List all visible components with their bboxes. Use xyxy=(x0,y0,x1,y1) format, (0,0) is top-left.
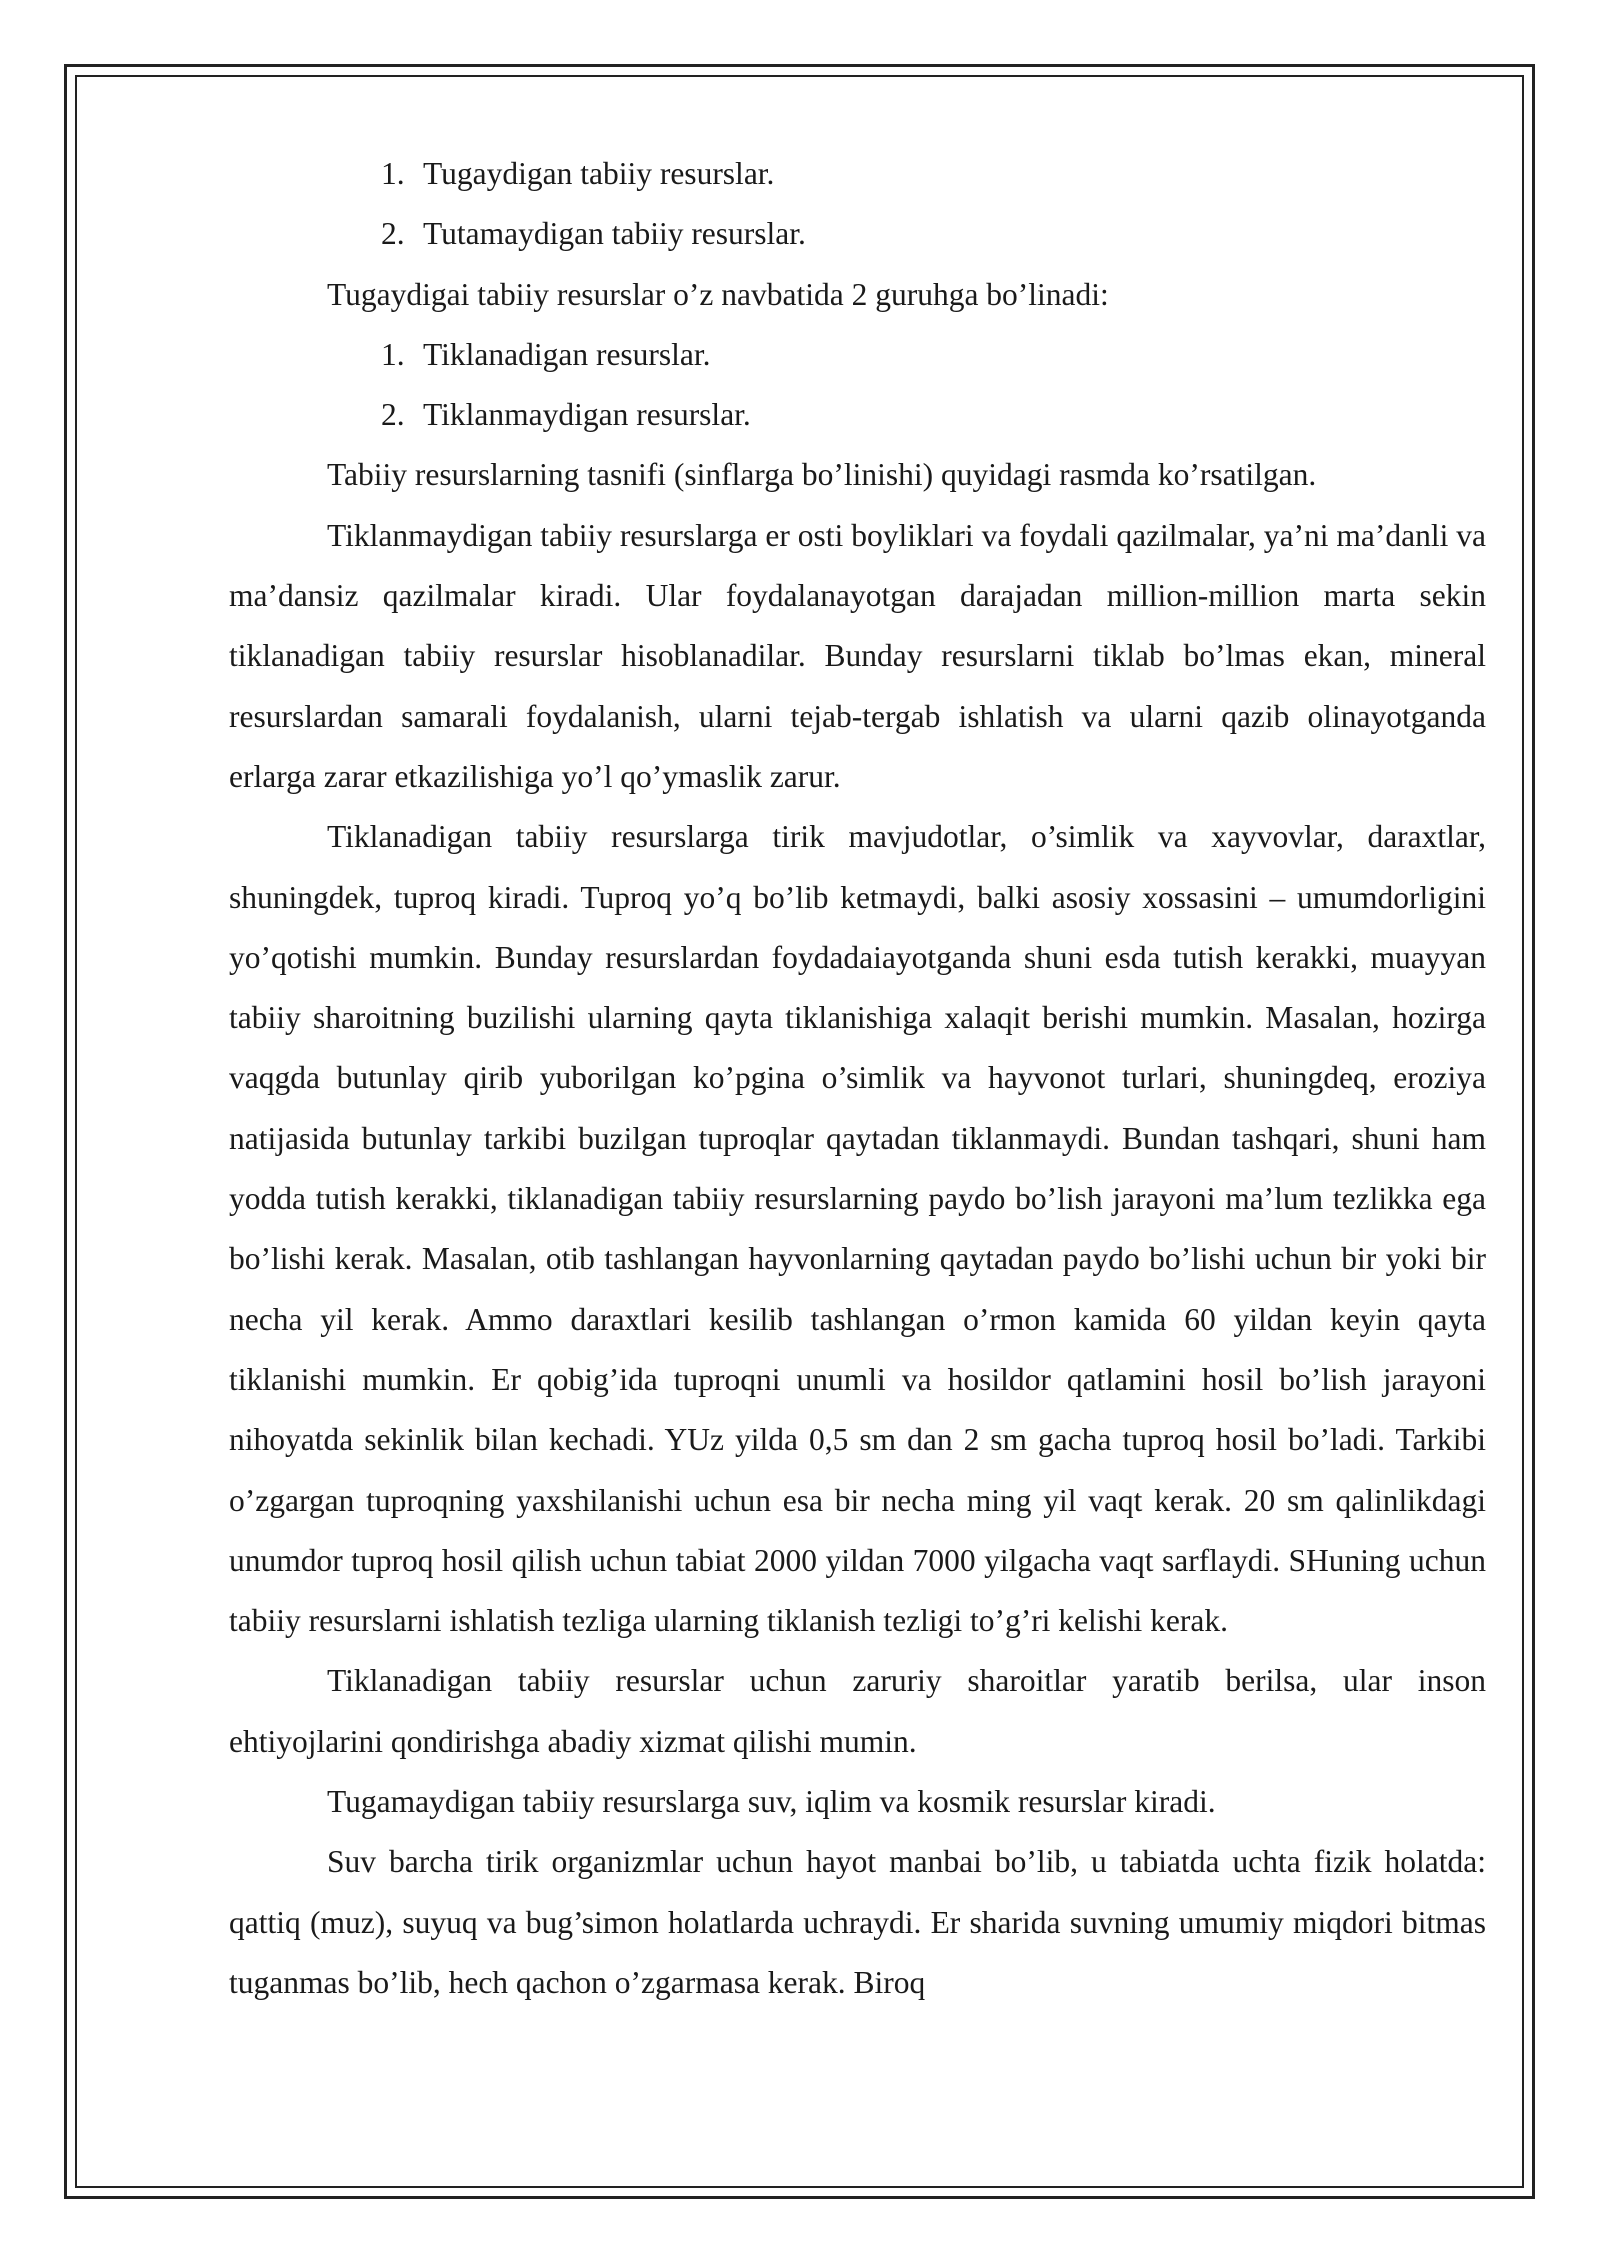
paragraph: Suv barcha tirik organizmlar uchun hayot manbai bo’lib, u tabiatda uchta fizik holatda: qattiq (muz), suyuq va bug’simon holatlarda uchraydi. Er sharida suvning umumiy miqdori bitmas tuganmas bo’lib, hech qachon o’zgarmasa kerak. Biroq xyxy=(229,1844,1486,2000)
list-item xyxy=(229,385,1486,445)
paragraph: Tiklanmaydigan tabiiy resurslarga er osti boyliklari va foydali qazilmalar, ya’ni ma’danli va ma’dansiz qazilmalar kiradi. Ular foydalanayotgan darajadan million-million marta sekin tiklanadigan tabiiy resurslar hisoblanadilar. Bunday resurslarni tiklab bo’lmas ekan, mineral resurslardan samarali foydalanish, ularni tejab-tergab ishlatish va ularni qazib olinayotganda erlarga zarar etkazilishiga yo’l qo’ymaslik zarur. xyxy=(229,517,1486,794)
list-item xyxy=(229,325,1486,385)
intro-paragraph: Tugaydigai tabiiy resurslar o’z navbatida 2 guruhga bo’linadi: xyxy=(327,276,1109,312)
list-item xyxy=(229,204,1486,264)
list-item xyxy=(229,144,1486,204)
list-text: Tugaydigan tabiiy resurslar. xyxy=(423,156,775,191)
list-number: 1. xyxy=(381,336,405,372)
list-text: Tiklanmaydigan resurslar. xyxy=(423,397,751,433)
list-text: Tutamaydigan tabiiy resurslar. xyxy=(423,216,806,252)
list-number: 1. xyxy=(381,156,405,191)
document-body xyxy=(229,144,1486,2013)
paragraph: Tugamaydigan tabiiy resurslarga suv, iqlim va kosmik resurslar kiradi. xyxy=(327,1784,1216,1820)
list-number: 2. xyxy=(381,397,405,433)
list-number: 2. xyxy=(381,216,405,252)
list-text: Tiklanadigan resurslar. xyxy=(423,336,711,372)
paragraph: Tiklanadigan tabiiy resurslar uchun zaruriy sharoitlar yaratib berilsa, ular inson ehtiyojlarini qondirishga abadiy xizmat qilishi mumin. xyxy=(229,1663,1486,1759)
paragraph: Tiklanadigan tabiiy resurslarga tirik mavjudotlar, o’simlik va xayvovlar, daraxtlar, shuningdek, tuproq kiradi. Tuproq yo’q bo’lib ketmaydi, balki asosiy xossasini – umumdorligini yo’qotishi mumkin. Bunday resurslardan foydadaiayotganda shuni esda tutish kerakki, muayyan tabiiy sharoitning buzilishi ularning qayta tiklanishiga xalaqit berishi mumkin. Masalan, hozirga vaqgda butunlay qirib yuborilgan ko’pgina o’simlik va hayvonot turlari, shuningdeq, eroziya natijasida butunlay tarkibi buzilgan tuproqlar qaytadan tiklanmaydi. Bundan tashqari, shuni ham yodda tutish kerakki, tiklanadigan tabiiy resurslarning paydo bo’lish jarayoni ma’lum tezlikka ega bo’lishi kerak. Masalan, otib tashlangan hayvonlarning qaytadan paydo bo’lishi uchun bir yoki bir necha yil kerak. Ammo daraxtlari kesilib tashlangan o’rmon kamida 60 yildan keyin qayta tiklanishi mumkin. Er qobig’ida tuproqni unumli va hosildor qatlamini hosil bo’lish jarayoni nihoyatda sekinlik bilan kechadi. YUz yilda 0,5 sm dan 2 sm gacha tuproq hosil bo’ladi. Tarkibi o’zgargan tuproqning yaxshilanishi uchun esa bir necha ming yil vaqt kerak. 20 sm qalinlikdagi unumdor tuproq hosil qilish uchun tabiat 2000 yildan 7000 yilgacha vaqt sarflaydi. SHuning uchun tabiiy resurslarni ishlatish tezliga ularning tiklanish tezligi to’g’ri kelishi kerak. xyxy=(229,819,1486,1639)
classification-paragraph: Tabiiy resurslarning tasnifi (sinflarga bo’linishi) quyidagi rasmda ko’rsatilgan. xyxy=(327,457,1317,493)
